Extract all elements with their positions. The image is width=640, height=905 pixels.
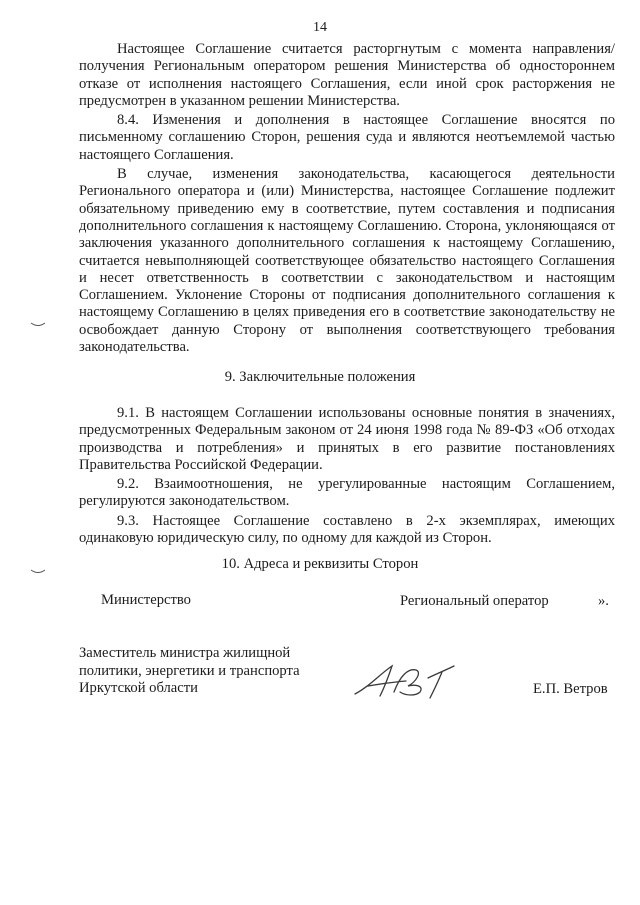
- margin-mark: [30, 569, 46, 575]
- paragraph-termination: Настоящее Соглашение считается расторгнутым с момента направления/получения Региональным оператором решения Министерства об одностороннем отказе от исполнения настоящего Соглашения, если иной срок расторжения не предусмотрен в указанном решении Министерства.: [79, 41, 615, 109]
- section-9-heading: 9. Заключительные положения: [224, 369, 416, 385]
- signer-title: [79, 645, 339, 698]
- section-9-text: [79, 405, 615, 547]
- section-10-heading: 10. Адреса и реквизиты Сторон: [221, 556, 419, 572]
- paragraph-9-1: 9.1. В настоящем Соглашении использованы основные понятия в значениях, предусмотренных Федеральным законом от 24 июня 1998 года № 89-ФЗ «Об отходах производства и потребления» и принятых в его развитие постановлениях Правительства Российской Федерации.: [79, 405, 615, 473]
- signer-name: Е.П. Ветров: [533, 681, 608, 697]
- section-8-text: [79, 41, 615, 356]
- right-party-trailing: ».: [598, 593, 609, 609]
- paragraph-9-3: 9.3. Настоящее Соглашение составлено в 2-х экземплярах, имеющих одинаковую юридическую силу, по одному для каждой из Сторон.: [79, 512, 615, 547]
- signer-title-line: Заместитель министра жилищной: [79, 645, 291, 661]
- left-party-label: Министерство: [101, 592, 191, 608]
- signer-title-line: Иркутской области: [79, 680, 198, 696]
- paragraph-legislation-change: В случае, изменения законодательства, касающегося деятельности Регионального оператора и (или) Министерства, настоящее Соглашение подлежит обязательному приведению ему в соответствие, путем составления и подписания дополнительного соглашения к настоящему Соглашению. Сторона, уклоняющаяся от заключения указанного дополнительного соглашения к настоящему Соглашению, считается невыполняющей соответствующее обязательство настоящего Соглашения и несет ответственность в соответствии с законодательством и настоящим Соглашением. Уклонение Стороны от подписания дополнительного соглашения к настоящему Соглашению в целях приведения его в соответствие законодательству не освобождает данную Сторону от выполнения соответствующего требования законодательства.: [79, 166, 615, 356]
- signer-title-line: политики, энергетики и транспорта: [79, 662, 300, 679]
- margin-mark: [30, 322, 46, 328]
- right-party-label: Региональный оператор: [400, 593, 549, 609]
- paragraph-8-4: 8.4. Изменения и дополнения в настоящее Соглашение вносятся по письменному соглашению Сторон, решения суда и являются неотъемлемой частью настоящего Соглашения.: [79, 112, 615, 163]
- paragraph-9-2: 9.2. Взаимоотношения, не урегулированные настоящим Соглашением, регулируются законодательством.: [79, 476, 615, 510]
- page-number: 14: [313, 20, 327, 35]
- handwritten-signature: [350, 656, 480, 706]
